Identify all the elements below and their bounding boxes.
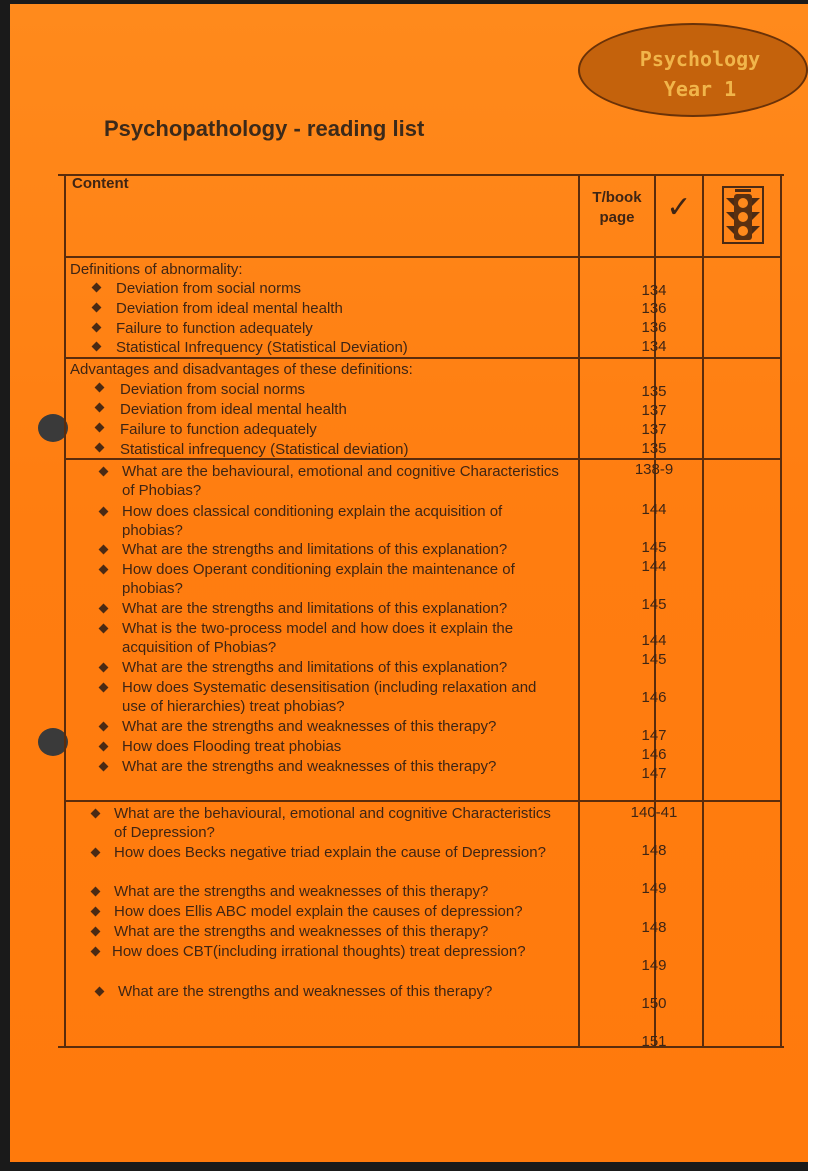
list-item: Statistical infrequency (Statistical deviation) — [120, 441, 409, 458]
bullet-icon — [95, 443, 105, 453]
page-number: 136 — [641, 319, 667, 336]
bullet-icon — [99, 507, 109, 517]
list-item: How does Becks negative triad explain the cause of Depression? — [114, 844, 546, 861]
bullet-icon — [92, 342, 102, 352]
bullet-icon — [99, 467, 109, 477]
list-item: Statistical Infrequency (Statistical Deviation) — [116, 339, 408, 356]
bullet-icon — [91, 907, 101, 917]
bullet-icon — [92, 303, 102, 313]
bullet-icon — [95, 403, 105, 413]
list-item: What are the strengths and weaknesses of this therapy? — [118, 983, 493, 1000]
page-number: 145 — [641, 596, 667, 613]
list-item: How does Flooding treat phobias — [122, 738, 342, 755]
page-number: 150 — [641, 995, 667, 1012]
page-number: 144 — [641, 501, 667, 518]
page-number: 149 — [641, 880, 667, 897]
table-border-right — [780, 174, 782, 1048]
bullet-icon — [91, 947, 101, 957]
column-divider — [578, 174, 580, 1048]
page-number: 134 — [641, 338, 667, 355]
tbook-page-header: T/book page — [592, 189, 642, 226]
bullet-icon — [95, 423, 105, 433]
page-number: 144 — [641, 632, 667, 649]
page-number: 147 — [641, 727, 667, 744]
section-heading: Advantages and disadvantages of these definitions: — [70, 361, 413, 378]
list-item: Deviation from ideal mental health — [120, 401, 347, 418]
page-number: 135 — [641, 383, 667, 400]
list-item: What are the strengths and weaknesses of this therapy? — [114, 883, 489, 900]
list-item: What are the strengths and weaknesses of this therapy? — [114, 923, 489, 940]
row-divider — [64, 256, 782, 258]
list-item: Failure to function adequately — [120, 421, 317, 438]
bullet-icon — [99, 762, 109, 772]
page-number: 136 — [641, 300, 667, 317]
column-divider — [702, 174, 704, 1048]
bullet-icon — [92, 323, 102, 333]
badge-line-subject: Psychology — [639, 47, 761, 71]
subject-badge-text — [630, 44, 770, 104]
bullet-icon — [95, 383, 105, 393]
page-number: 135 — [641, 440, 667, 457]
list-item: How does classical conditioning explain the acquisition of phobias? — [122, 503, 503, 539]
list-item: How does Operant conditioning explain the maintenance of phobias? — [122, 561, 515, 597]
page-number: 137 — [641, 421, 667, 438]
list-item: What are the strengths and weaknesses of this therapy? — [122, 718, 497, 735]
list-item: Deviation from ideal mental health — [116, 300, 343, 317]
page-number: 148 — [641, 842, 667, 859]
page-number: 145 — [641, 651, 667, 668]
bullet-icon — [99, 663, 109, 673]
page-number: 140-41 — [630, 804, 678, 821]
list-item: Deviation from social norms — [116, 280, 302, 297]
list-item: How does CBT(including irrational thoughts) treat depression? — [112, 943, 526, 960]
list-item: What are the strengths and limitations of this explanation? — [122, 541, 508, 558]
list-item: What is the two-process model and how does it explain the acquisition of Phobias? — [122, 620, 514, 656]
section-heading: Definitions of abnormality: — [70, 261, 243, 278]
bullet-icon — [99, 742, 109, 752]
bullet-icon — [99, 604, 109, 614]
page-number: 144 — [641, 558, 667, 575]
bullet-icon — [92, 283, 102, 293]
page-number: 148 — [641, 919, 667, 936]
bullet-icon — [99, 683, 109, 693]
page-number: 146 — [641, 746, 667, 763]
bullet-icon — [99, 565, 109, 575]
bullet-icon — [91, 848, 101, 858]
list-item: What are the strengths and weaknesses of this therapy? — [122, 758, 497, 775]
row-divider — [64, 357, 782, 359]
badge-line-year: Year 1 — [663, 77, 737, 101]
table-border-left — [64, 174, 66, 1048]
list-item: What are the behavioural, emotional and cognitive Characteristics of Phobias? — [122, 463, 559, 499]
bullet-icon — [99, 624, 109, 634]
page-number: 137 — [641, 402, 667, 419]
bullet-icon — [91, 887, 101, 897]
list-item: What are the strengths and limitations of this explanation? — [122, 600, 508, 617]
bullet-icon — [91, 927, 101, 937]
page-number: 145 — [641, 539, 667, 556]
list-item: Failure to function adequately — [116, 320, 313, 337]
bullet-icon — [99, 545, 109, 555]
list-item: Deviation from social norms — [120, 381, 306, 398]
page-number: 138-9 — [634, 461, 674, 478]
page-number: 147 — [641, 765, 667, 782]
page-number: 146 — [641, 689, 667, 706]
bullet-icon — [95, 987, 105, 997]
bullet-icon — [99, 722, 109, 732]
page-number: 134 — [641, 282, 667, 299]
traffic-light-icon — [722, 186, 764, 249]
page-edge — [808, 0, 828, 1171]
page-number: 149 — [641, 957, 667, 974]
list-item: How does Ellis ABC model explain the causes of depression? — [114, 903, 523, 920]
reading-list-table — [50, 168, 790, 1052]
list-item: What are the behavioural, emotional and cognitive Characteristics of Depression? — [114, 805, 551, 841]
checkmark-icon: ✓ — [666, 191, 692, 224]
bullet-icon — [91, 809, 101, 819]
row-divider — [64, 800, 782, 802]
page-number: 151 — [641, 1033, 667, 1050]
table-border-top — [58, 174, 784, 176]
list-item: What are the strengths and limitations of this explanation? — [122, 659, 508, 676]
content-header: Content — [72, 175, 129, 192]
list-item: How does Systematic desensitisation (including relaxation and use of hierarchies) treat phobias? — [122, 679, 537, 715]
page-title: Psychopathology - reading list — [104, 116, 425, 141]
